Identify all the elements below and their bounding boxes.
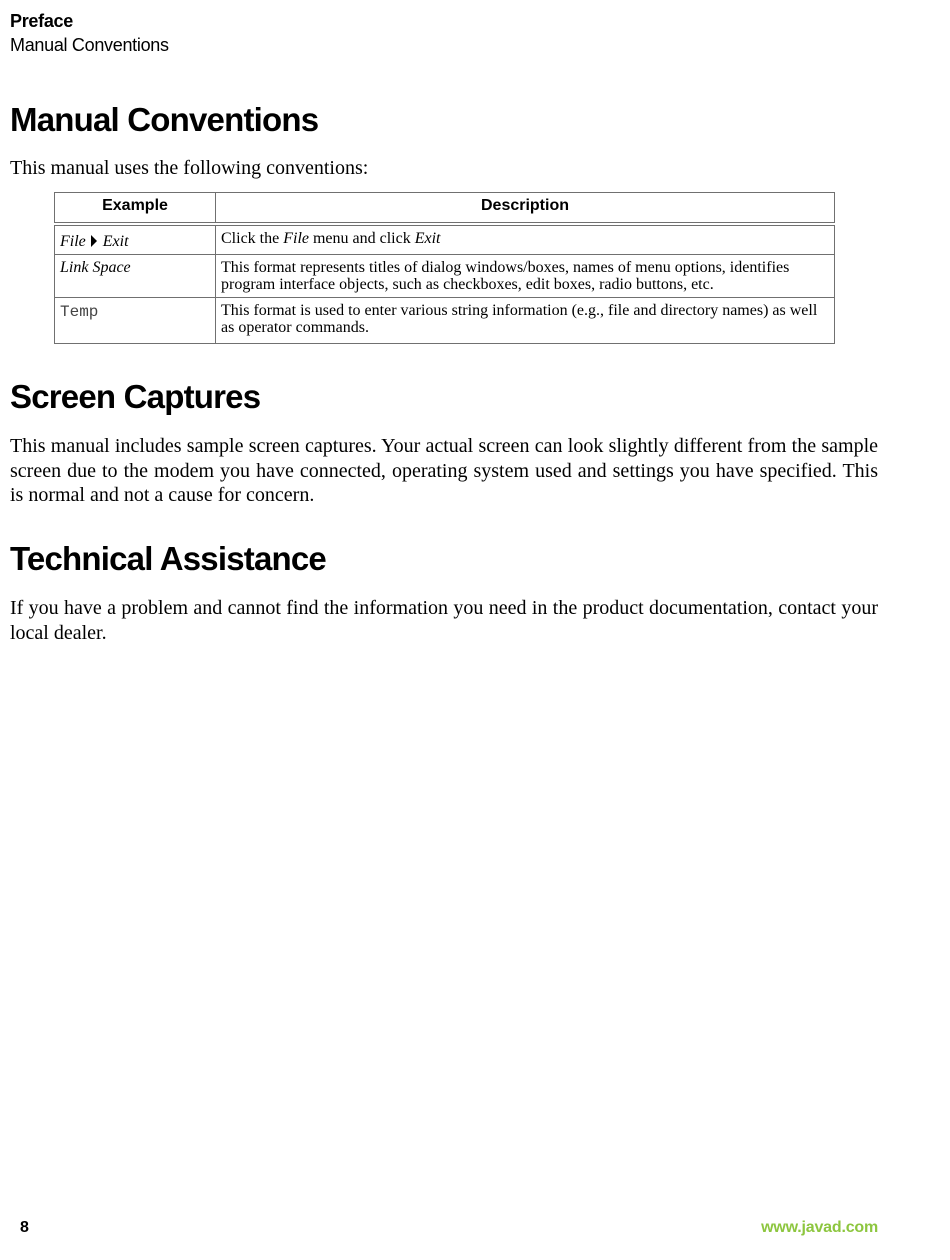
heading-screen-captures: Screen Captures (10, 378, 261, 415)
example-menu: File (60, 233, 86, 250)
menu-arrow-icon (91, 235, 97, 247)
description-cell: This format is used to enter various string information (e.g., file and directory names) as well as operator commands. (216, 298, 835, 344)
running-head-section: Manual Conventions (10, 35, 169, 55)
description-cell (216, 224, 835, 255)
example-cell: Temp (55, 298, 216, 344)
page-number: 8 (20, 1219, 29, 1236)
heading-technical-assistance: Technical Assistance (10, 540, 326, 577)
conventions-table (54, 192, 835, 344)
example-menu-item: Exit (102, 233, 129, 250)
description-emphasis: File (283, 230, 309, 247)
technical-assistance-body: If you have a problem and cannot find the information you need in the product documentation, contact your local dealer. (10, 597, 878, 644)
running-head-chapter: Preface (10, 11, 73, 31)
description-emphasis: Exit (414, 230, 441, 247)
heading-manual-conventions: Manual Conventions (10, 101, 319, 138)
table-row (55, 224, 835, 255)
example-cell (55, 224, 216, 255)
column-header-example: Example (55, 193, 216, 225)
example-cell: Link Space (55, 255, 216, 298)
description-cell: This format represents titles of dialog windows/boxes, names of menu options, identifies program interface objects, such as checkboxes, edit boxes, radio buttons, etc. (216, 255, 835, 298)
footer-url-link[interactable]: www.javad.com (761, 1219, 878, 1236)
column-header-description: Description (216, 193, 835, 225)
screen-captures-body: This manual includes sample screen captures. Your actual screen can look slightly different from the sample screen due to the modem you have connected, operating system used and settings you have specified. This is normal and not a cause for concern. (10, 435, 878, 506)
conventions-intro: This manual uses the following conventions: (10, 157, 369, 179)
description-text: Click the (221, 230, 284, 247)
table-row (55, 298, 835, 344)
description-text: menu and click (308, 230, 415, 247)
table-header-row (55, 193, 835, 225)
running-head (10, 10, 169, 58)
table-row (55, 255, 835, 298)
